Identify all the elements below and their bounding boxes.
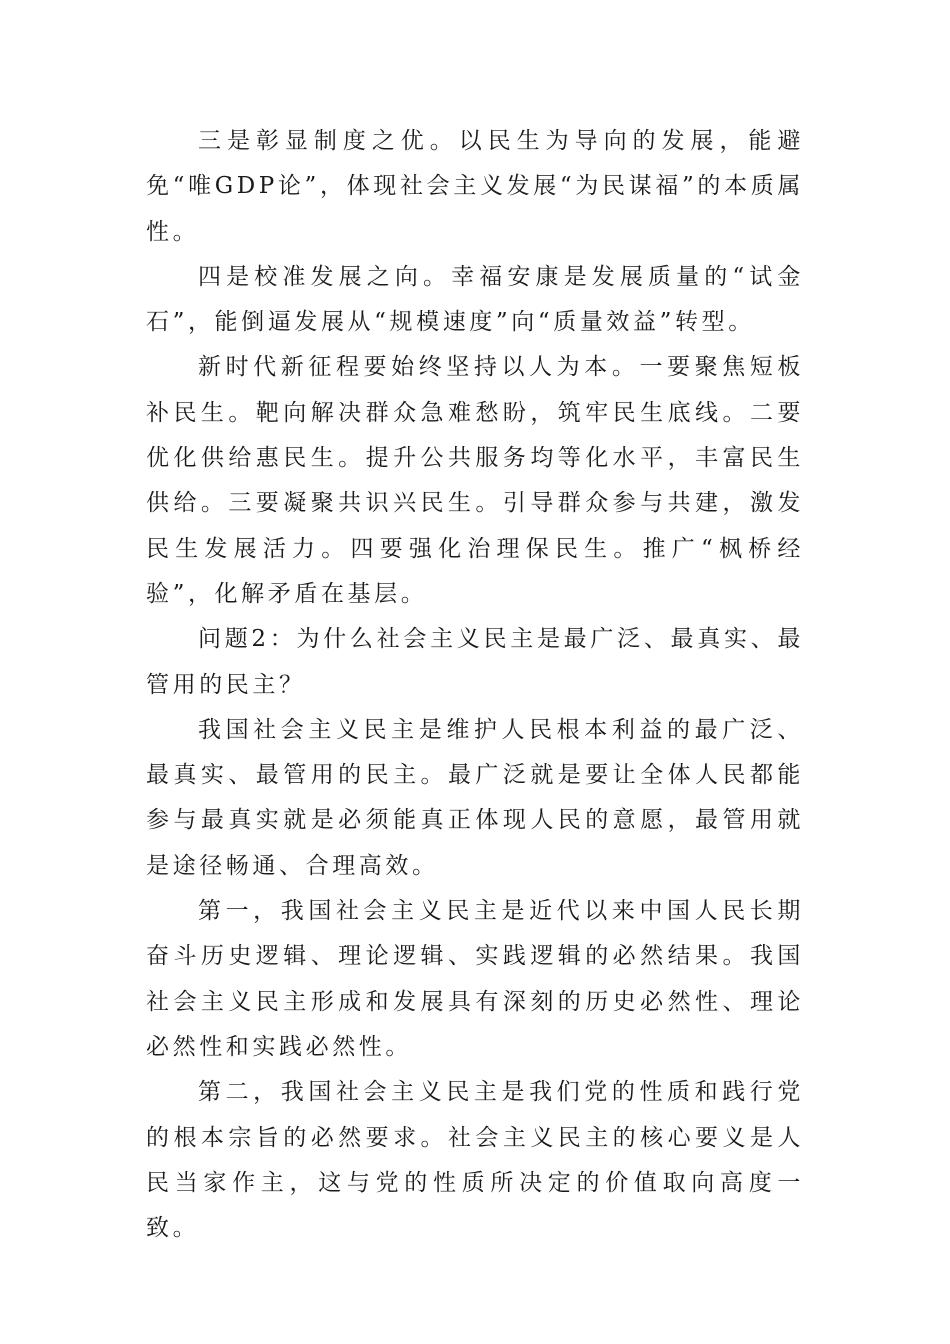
- document-body: [146, 119, 804, 1251]
- paragraph-first-point: 第一，我国社会主义民主是近代以来中国人民长期奋斗历史逻辑、理论逻辑、实践逻辑的必然结果。我国社会主义民主形成和发展具有深刻的历史必然性、理论必然性和实践必然性。: [146, 898, 804, 1060]
- paragraph-democracy-definition: 我国社会主义民主是维护人民根本利益的最广泛、最真实、最管用的民主。最广泛就是要让全体人民都能参与最真实就是必须能真正体现人民的意愿，最管用就是途径畅通、合理高效。: [146, 716, 804, 879]
- paragraph-institutional-advantage: 三是彰显制度之优。以民生为导向的发展，能避免“唯GDP论”，体现社会主义发展“为民谋福”的本质属性。: [146, 128, 804, 245]
- paragraph-development-direction: 四是校准发展之向。幸福安康是发展质量的“试金石”，能倒逼发展从“规模速度”向“质量效益”转型。: [146, 263, 804, 336]
- paragraph-question-2: 问题2：为什么社会主义民主是最广泛、最真实、最管用的民主？: [146, 626, 804, 698]
- paragraph-second-point: 第二，我国社会主义民主是我们党的性质和践行党的根本宗旨的必然要求。社会主义民主的核心要义是人民当家作主，这与党的性质所决定的价值取向高度一致。: [146, 1079, 804, 1242]
- paragraph-people-centered: 新时代新征程要始终坚持以人为本。一要聚焦短板补民生。靶向解决群众急难愁盼，筑牢民生底线。二要优化供给惠民生。提升公共服务均等化水平，丰富民生供给。三要凝聚共识兴民生。引导群众参与共建，激发民生发展活力。四要强化治理保民生。推广“枫桥经验”，化解矛盾在基层。: [146, 354, 804, 607]
